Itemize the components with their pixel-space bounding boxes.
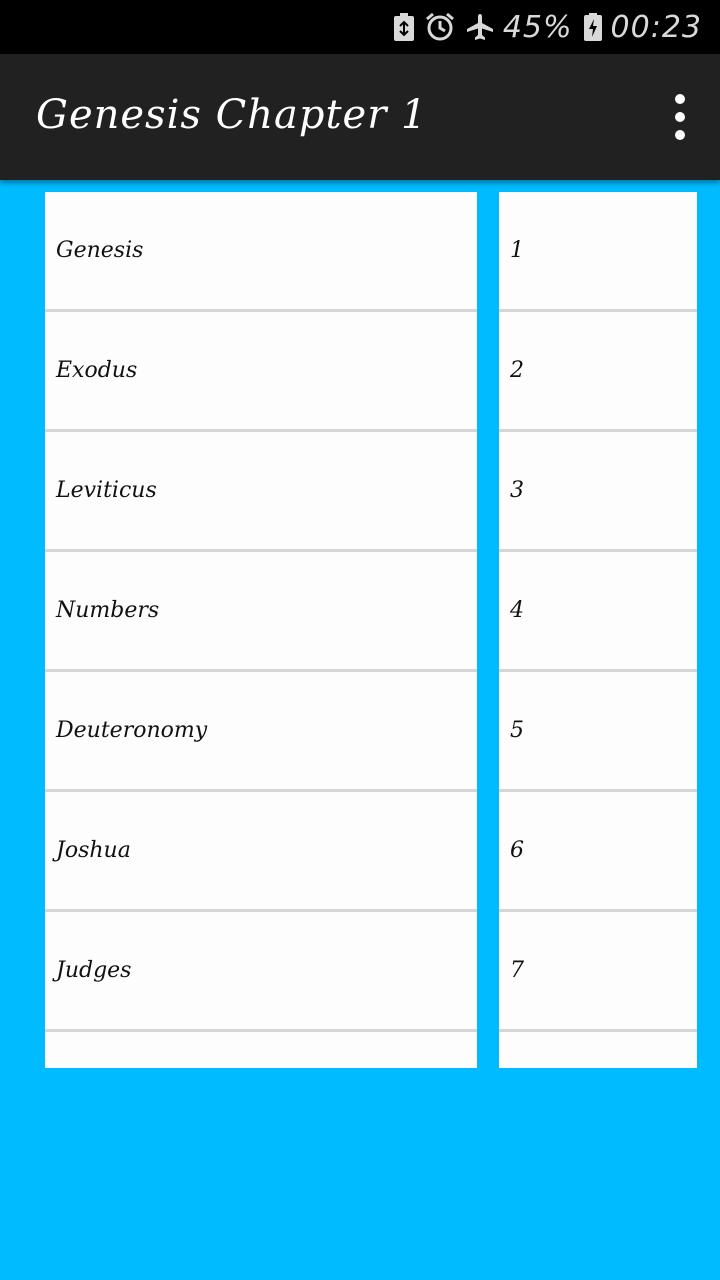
menu-dot (675, 94, 685, 104)
menu-dot (675, 112, 685, 122)
list-item-book-partial[interactable] (45, 1032, 477, 1068)
list-item-chapter[interactable]: 2 (499, 312, 697, 432)
list-item-chapter[interactable]: 1 (499, 192, 697, 312)
book-list (45, 192, 477, 1068)
airplane-mode-icon (465, 12, 495, 42)
list-item-book[interactable]: Deuteronomy (45, 672, 477, 792)
list-item-book[interactable]: Joshua (45, 792, 477, 912)
list-item-chapter[interactable]: 4 (499, 552, 697, 672)
list-item-book[interactable]: Leviticus (45, 432, 477, 552)
list-item-chapter[interactable]: 7 (499, 912, 697, 1032)
list-item-book[interactable]: Genesis (45, 192, 477, 312)
alarm-clock-icon (425, 12, 455, 42)
battery-charging-icon (583, 12, 603, 42)
chapter-list (499, 192, 697, 1068)
list-item-chapter-partial[interactable] (499, 1032, 697, 1068)
menu-dot (675, 130, 685, 140)
battery-percent: 45% (502, 9, 573, 45)
list-item-book[interactable]: Numbers (45, 552, 477, 672)
clock: 00:23 (610, 9, 702, 45)
page-title: Genesis Chapter 1 (36, 92, 428, 138)
more-vert-icon[interactable] (670, 94, 690, 140)
list-item-chapter[interactable]: 3 (499, 432, 697, 552)
list-item-chapter[interactable]: 6 (499, 792, 697, 912)
list-item-book[interactable]: Exodus (45, 312, 477, 432)
list-item-book[interactable]: Judges (45, 912, 477, 1032)
battery-saver-icon (393, 12, 415, 42)
status-bar (0, 0, 720, 54)
app-bar (0, 54, 720, 180)
list-item-chapter[interactable]: 5 (499, 672, 697, 792)
